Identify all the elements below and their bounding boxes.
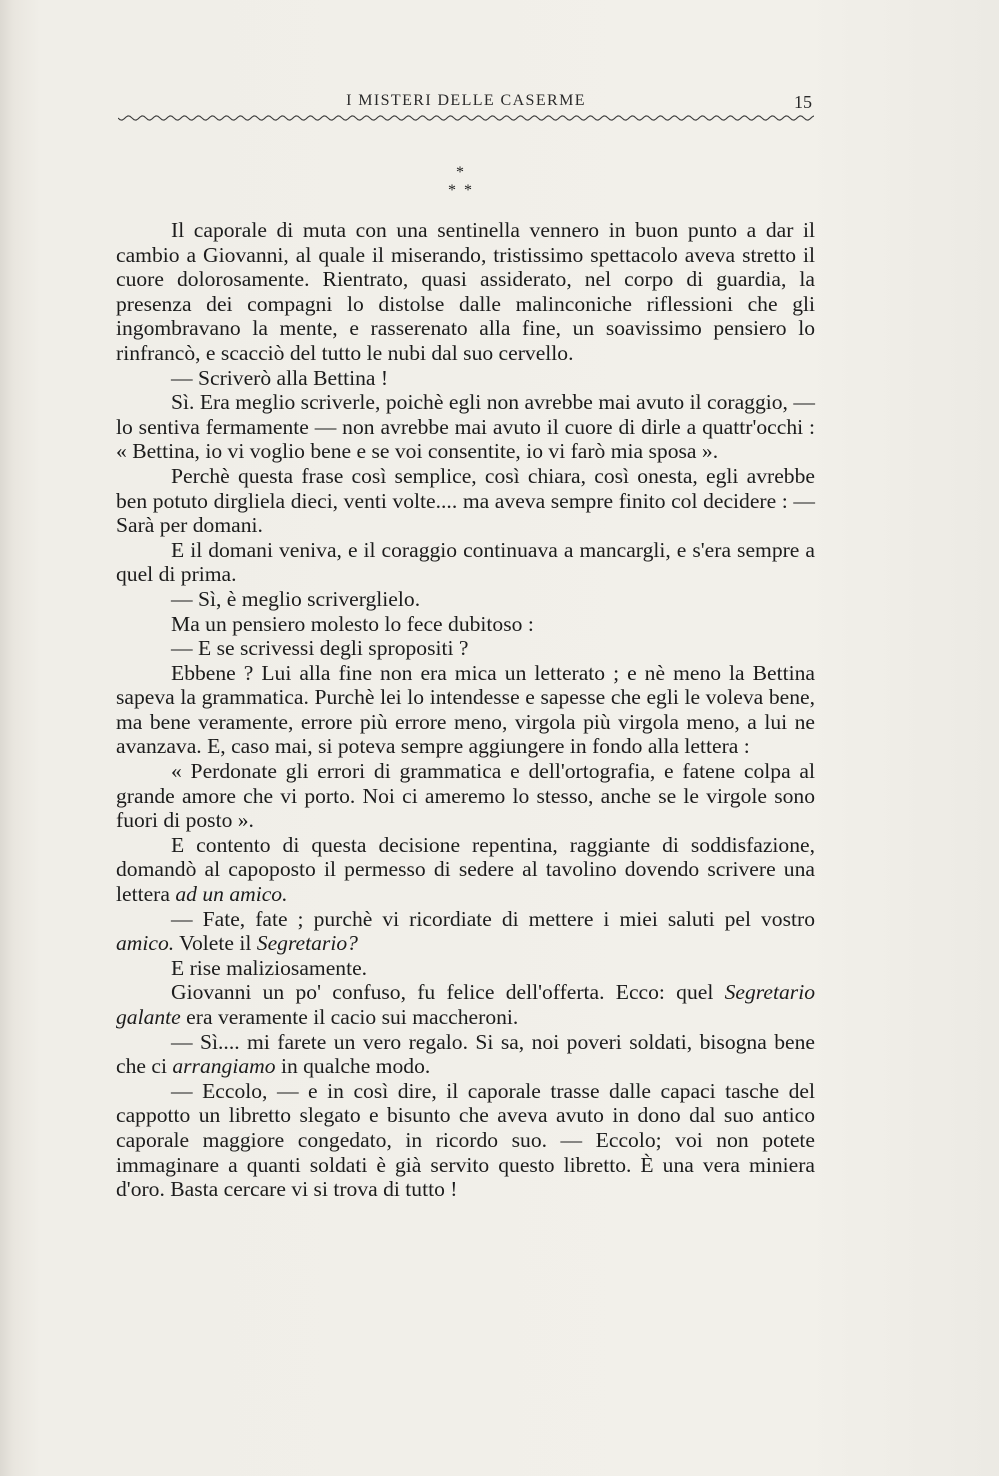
paragraph [116,1030,815,1079]
paragraph-text: in qualche modo. [275,1054,431,1079]
paragraph [116,612,815,637]
paragraph-text: Giovanni un po' confuso, fu felice dell'offerta. Ecco: quel [171,980,725,1005]
paragraph [116,759,815,833]
paragraph-text: — Fate, fate ; purchè vi ricordiate di mettere i miei saluti pel vostro [171,906,815,931]
paragraph [116,366,815,391]
paragraph-text: « Perdonate gli errori di grammatica e dell'ortografia, e fatene colpa al grande amore che vi porto. Noi ci ameremo lo stesso, anche se le virgole sono fuori di posto ». [116,759,815,833]
paragraph-text: — Scriverò alla Bettina ! [171,365,389,390]
paragraph-text: era veramente il cacio sui maccheroni. [180,1005,519,1029]
italic-text: Segretario? [256,931,358,956]
paragraph [116,1079,815,1202]
paragraph [116,464,815,538]
paragraph-text: Ebbene ? Lui alla fine non era mica un letterato ; e nè meno la Bettina sapeva la grammatica. Purchè lei lo intendesse e sapesse che egli le voleva bene, ma bene veramente, errore più errore meno, virgola più virgola meno, a lui ne avanzava. E, caso mai, si poteva sempre aggiungere in fondo alla lettera : [116,660,815,759]
paragraph [116,390,815,464]
page-header [118,86,814,126]
svg-text:*: * [464,182,472,199]
paragraph-text: E il domani veniva, e il coraggio continuava a mancargli, e s'era sempre a quel di prima. [116,537,815,587]
paragraph [116,218,815,366]
italic-text: Segretario galante [116,980,815,1029]
paragraph-text: Sì. Era meglio scriverle, poichè egli non avrebbe mai avuto il coraggio, — lo sentiva fermamente — non avrebbe mai avuto il cuore di dirle a quattr'occhi : « Bettina, io vi voglio bene e se voi consentite, io vi farò mia sposa ». [116,390,815,464]
paragraph-text: — Sì, è meglio scriverglielo. [171,586,421,611]
paragraph-text: Il caporale di muta con una sentinella vennero in buon punto a dar il cambio a Giovanni, al quale il miserando, tristissimo spettacolo aveva stretto il cuore dolorosamente. Rientrato, quasi assiderato, nel corpo di guardia, la presenza dei compagni lo distolse dalle malinconiche riflessioni che gli ingombravano la mente, e rasserenato alla fine, un soavissimo pensiero lo rinfrancò, e scacciò del tutto le nubi dal suo cervello. [116,218,815,365]
running-title: I MISTERI DELLE CASERME [346,92,586,109]
paragraph [116,636,815,661]
paragraph [116,538,815,587]
paragraph [116,661,815,759]
paragraph-text: — Sì.... mi farete un vero regalo. Si sa, noi poveri soldati, bisogna bene che ci [116,1029,815,1079]
paragraph [116,833,815,907]
paragraph [116,907,815,956]
paragraph [116,587,815,612]
page-number: 15 [794,92,812,112]
paragraph-text: Ma un pensiero molesto lo fece dubitoso : [171,611,534,636]
paragraph-text: Volete il [174,931,257,956]
svg-text:*: * [456,164,464,181]
italic-text: arrangiamo [172,1054,276,1079]
italic-text: amico. [116,931,175,956]
paragraph [116,956,815,981]
paragraph-text: Perchè questa frase così semplice, così chiara, così onesta, egli avrebbe ben potuto dirgliela dieci, venti volte.... ma aveva sempre finito col decidere : — Sarà per domani. [116,463,815,538]
header-wavy-rule [118,114,814,122]
paragraph-text: — E se scrivessi degli spropositi ? [171,636,469,661]
svg-text:*: * [448,182,456,199]
asterism-ornament [430,164,490,200]
italic-text: ad un amico. [175,882,288,907]
paragraph-text: E rise maliziosamente. [171,955,368,980]
paragraph-text: E contento di questa decisione repentina, raggiante di soddisfazione, domandò al capoposto il permesso di sedere al tavolino dovendo scrivere una lettera [116,832,815,907]
paragraph-text: — Eccolo, — e in così dire, il caporale trasse dalle capaci tasche del cappotto un libretto slegato e bisunto che aveva avuto in dono dal suo antico caporale maggiore congedato, in ricordo suo. — Eccolo; voi non potete immaginare a quanti soldati è già servito questo libretto. È una vera miniera d'oro. Basta cercare vi si trova di tutto ! [116,1078,815,1202]
paragraph [116,980,815,1029]
body-text [116,218,815,1202]
